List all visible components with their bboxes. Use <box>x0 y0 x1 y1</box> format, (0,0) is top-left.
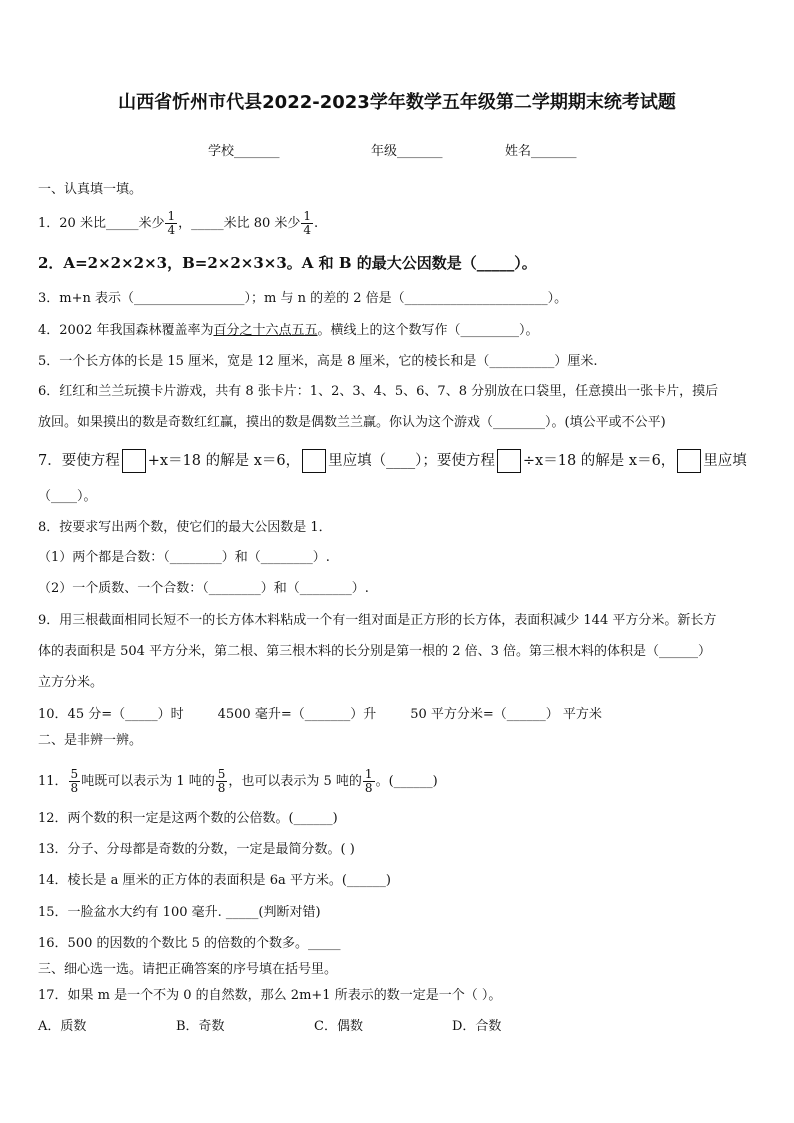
question-9-line-2: 体的表面积是 504 平方分米，第二根、第三根木料的长分别是第一根的 2 倍、3 倍。第三根木料的体积是（______） <box>38 644 712 659</box>
question-7: 7．要使方程 +x＝18 的解是 x＝6， 里应填（____）；要使方程 ÷x＝18 的解是 x＝6， 里应填 <box>38 449 747 473</box>
question-11: 11． $\frac{5}{8}$ 吨既可以表示为 1 吨的 $\frac{5}{8}$ ，也可以表示为 5 吨的 $\frac{1}{8}$ 。(______) <box>38 767 438 795</box>
school-field: 学校_______ <box>208 144 280 159</box>
fraction: $\frac{5}{8}$ <box>70 767 79 795</box>
section-1-heading: 一、认真填一填。 <box>38 182 143 197</box>
answer-box <box>302 449 326 473</box>
question-1: 1．20 米比_____米少 $\frac{1}{4}$ ，_____米比 80 米少 $\frac{1}{4}$ . <box>38 209 319 237</box>
question-8: 8．按要求写出两个数，使它们的最大公因数是 1． <box>38 520 332 535</box>
option-c: C．偶数 <box>314 1019 363 1034</box>
grade-field: 年级_______ <box>371 144 443 159</box>
question-4: 4．2002 年我国森林覆盖率为百分之十六点五五。横线上的这个数写作（_________）。 <box>38 323 539 338</box>
question-2: 2．A=2×2×2×3，B=2×2×3×3。A 和 B 的最大公因数是（_____）。 <box>38 254 537 272</box>
question-6-line-1: 6．红红和兰兰玩摸卡片游戏，共有 8 张卡片：1、2、3、4、5、6、7、8 分别放在口袋里，任意摸出一张卡片，摸后 <box>38 384 719 399</box>
fraction: $\frac{1}{4}$ <box>303 209 312 237</box>
option-a: A．质数 <box>38 1019 87 1034</box>
question-3: 3．m+n 表示（_________________）；m 与 n 的差的 2 倍是（______________________）。 <box>38 291 568 306</box>
page-title: 山西省忻州市代县2022-2023学年数学五年级第二学期期末统考试题 <box>118 92 676 113</box>
answer-box <box>497 449 521 473</box>
question-15: 15．一脸盆水大约有 100 毫升. _____(判断对错) <box>38 905 321 920</box>
question-6-line-2: 放回。如果摸出的数是奇数红红赢，摸出的数是偶数兰兰赢。你认为这个游戏（________）。(填公平或不公平) <box>38 415 666 430</box>
option-b: B．奇数 <box>176 1019 225 1034</box>
question-8-part-1: （1）两个都是合数：（________）和（________）. <box>38 550 330 565</box>
question-7-line-2: （____）。 <box>38 489 97 504</box>
fraction: $\frac{5}{8}$ <box>217 767 226 795</box>
question-13: 13．分子、分母都是奇数的分数，一定是最简分数。( ) <box>38 842 355 857</box>
question-12: 12．两个数的积一定是这两个数的公倍数。(______) <box>38 811 338 826</box>
fraction: $\frac{1}{4}$ <box>167 209 176 237</box>
answer-box <box>677 449 701 473</box>
question-5: 5．一个长方体的长是 15 厘米，宽是 12 厘米，高是 8 厘米，它的棱长和是（__________）厘米. <box>38 354 598 369</box>
option-d: D．合数 <box>452 1019 502 1034</box>
fraction: $\frac{1}{8}$ <box>364 767 373 795</box>
name-field: 姓名_______ <box>505 144 577 159</box>
question-9-line-1: 9．用三根截面相同长短不一的长方体木料粘成一个有一组对面是正方形的长方体，表面积减少 144 平方分米。新长方 <box>38 613 717 628</box>
question-8-part-2: （2）一个质数、一个合数：（________）和（________）. <box>38 581 369 596</box>
answer-box <box>122 449 146 473</box>
question-17: 17．如果 m 是一个不为 0 的自然数，那么 2m+1 所表示的数一定是一个（ ）。 <box>38 988 502 1003</box>
section-3-heading: 三、细心选一选。请把正确答案的序号填在括号里。 <box>38 962 338 977</box>
question-14: 14．棱长是 a 厘米的正方体的表面积是 6a 平方米。(______) <box>38 873 391 888</box>
question-16: 16．500 的因数的个数比 5 的倍数的个数多。_____ <box>38 936 341 951</box>
question-10: 10．45 分=（_____）时 4500 毫升=（_______）升 50 平方分米=（______） 平方米 <box>38 707 602 722</box>
question-9-line-3: 立方分米。 <box>38 675 104 690</box>
section-2-heading: 二、是非辨一辨。 <box>38 733 143 748</box>
